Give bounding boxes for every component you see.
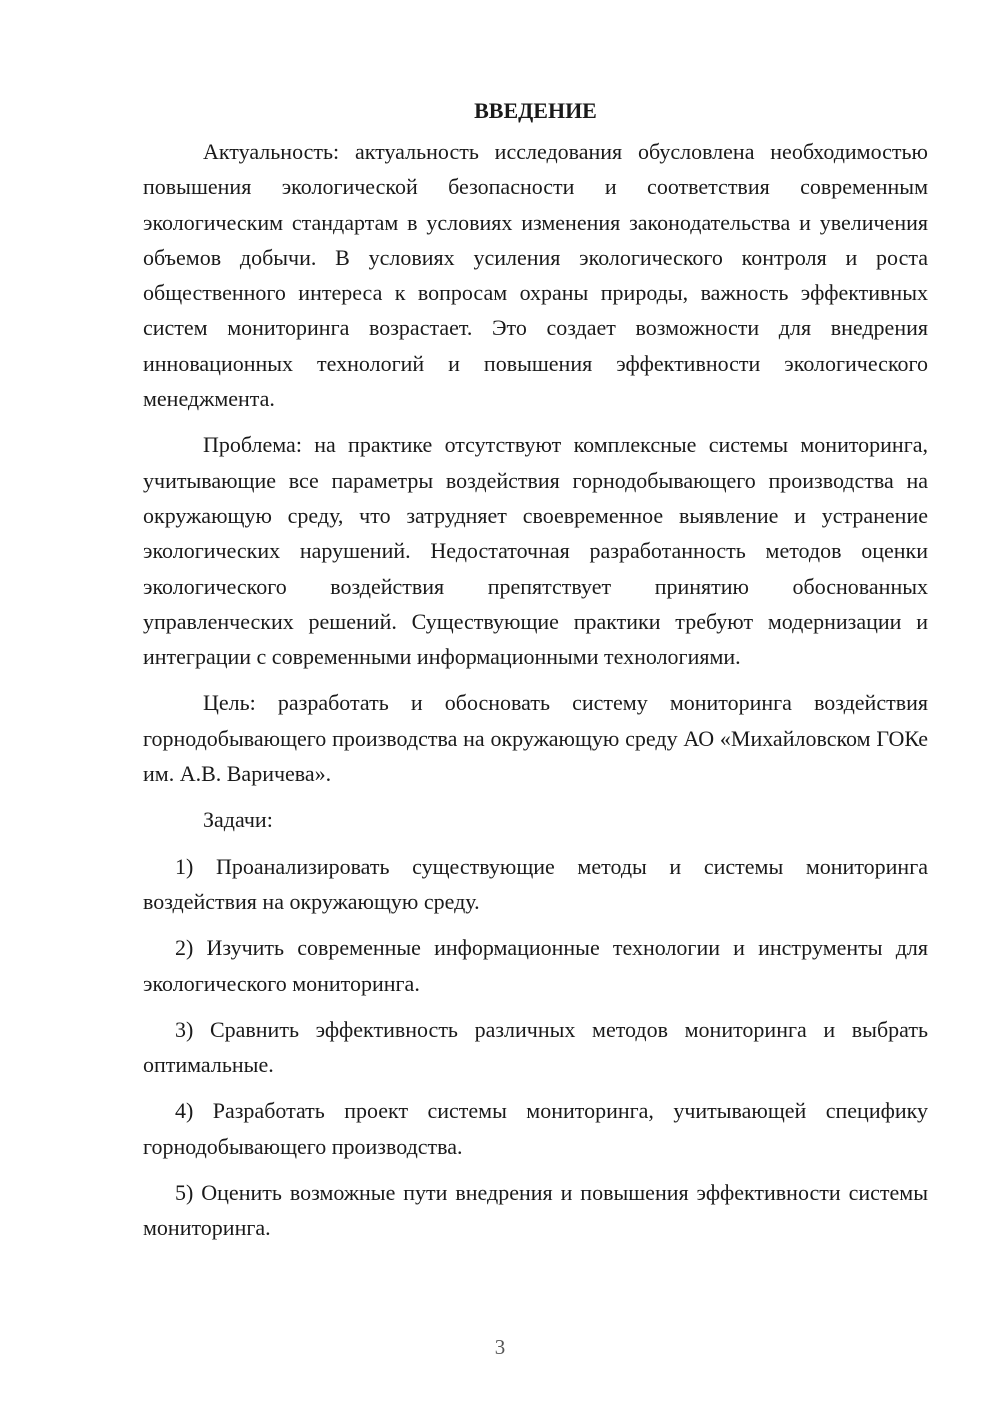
task-item-4: 4) Разработать проект системы мониторинга, учитывающей специфику горнодобывающего производства. — [143, 1098, 928, 1159]
paragraph-tasks-label: Задачи: — [203, 807, 273, 833]
task-item-1: 1) Проанализировать существующие методы и системы мониторинга воздействия на окружающую среду. — [143, 853, 928, 914]
paragraph-goal: Цель: разработать и обосновать систему мониторинга воздействия горнодобывающего производства на окружающую среду АО «Михайловском ГОКе им. А.В. Варичева». — [143, 690, 928, 787]
paragraph-problem: Проблема: на практике отсутствуют комплексные системы мониторинга, учитывающие все параметры воздействия горнодобывающего производства на окружающую среду, что затрудняет своевременное выявление и устранение экологических нарушений. Недостаточная разработанность методов оценки экологического воздействия препятствует принятию обоснованных управленческих решений. Существующие практики требуют модернизации и интеграции с современными информационными технологиями. — [143, 432, 928, 670]
section-heading: ВВЕДЕНИЕ — [474, 98, 597, 123]
document-page — [143, 93, 928, 1257]
task-item-2: 2) Изучить современные информационные технологии и инструменты для экологического мониторинга. — [143, 935, 928, 996]
page-number: 3 — [494, 1335, 506, 1359]
task-item-5: 5) Оценить возможные пути внедрения и повышения эффективности системы мониторинга. — [143, 1180, 928, 1241]
task-item-3: 3) Сравнить эффективность различных методов мониторинга и выбрать оптимальные. — [143, 1016, 928, 1078]
paragraph-relevance: Актуальность: актуальность исследования обусловлена необходимостью повышения экологической безопасности и соответствия современным экологическим стандартам в условиях изменения законодательства и увеличения объемов добычи. В условиях усиления экологического контроля и роста общественного интереса к вопросам охраны природы, важность эффективных систем мониторинга возрастает. Это создает возможности для внедрения инновационных технологий и повышения эффективности экологического менеджмента. — [143, 139, 928, 412]
